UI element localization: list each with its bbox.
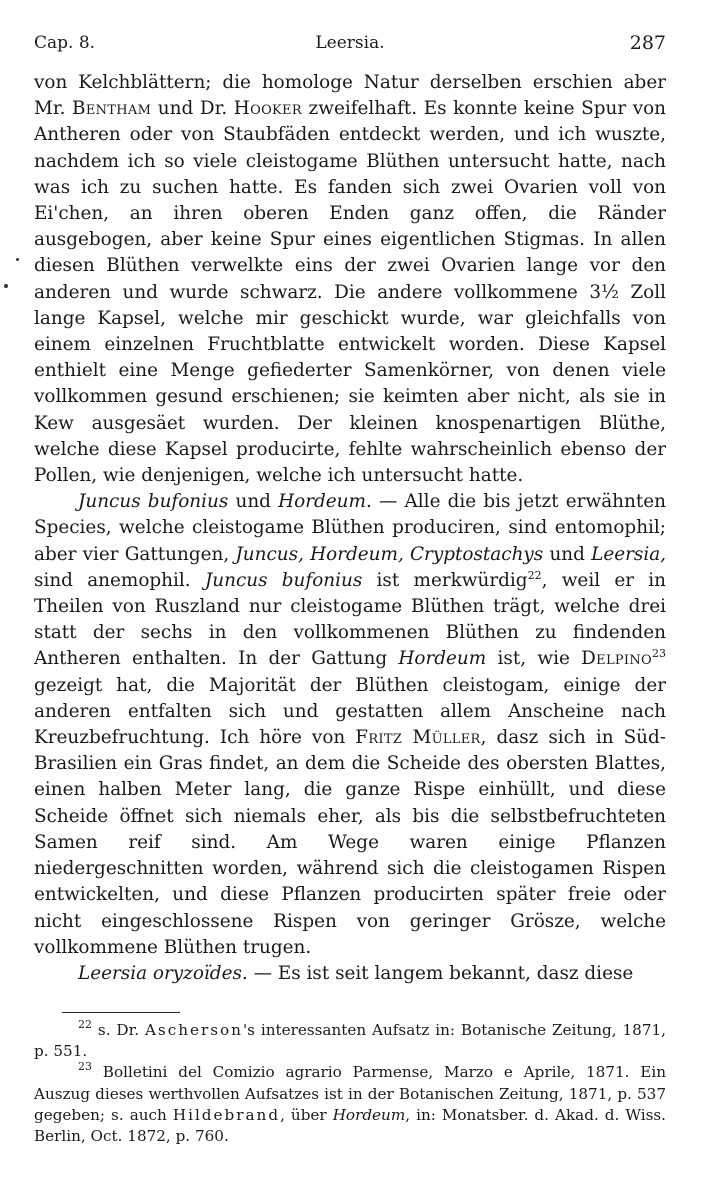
chapter-label: Cap. 8. <box>34 33 96 53</box>
running-title: Leersia. <box>315 33 385 53</box>
author-name: Bentham <box>72 98 152 120</box>
footnote-22: $^{22}$ s. Dr. Ascherson's interessanten Aufsatz in: Botanische Zeitung, 1871, p. 551. <box>34 1018 666 1061</box>
section-title: Hordeum. <box>278 491 372 513</box>
footnote-number: 22 <box>78 1018 92 1031</box>
footnote-number: 23 <box>78 1060 92 1074</box>
footnote-ref[interactable]: 23 <box>652 647 666 661</box>
section-title: Juncus bufonius <box>78 491 229 513</box>
footnotes <box>34 1020 666 1147</box>
paragraph-juncus-hordeum: Juncus bufonius und Hordeum. — Alle die bis jetzt erwähnten Species, welche cleistogame Blüthen produciren, sind entomophil; aber vier Gattungen, Juncus, Hordeum, Cryptostachys und Leersia, sind anemophil. Juncus bufonius ist merkwürdig$^{22}$, weil er in Theilen von Ruszland nur cleistogame Blüthen trägt, welche drei statt der sechs in den vollkommenen Blüthen zu findenden Antheren enthalten. In der Gattung Hordeum ist, wie Delpino$^{23}$ gezeigt hat, die Majorität der Blüthen cleistogam, einige der anderen entfalten sich und gestatten allem Anscheine nach Kreuzbefruchtung. Ich höre von Fritz Müller, dasz sich in Süd-Brasilien ein Gras findet, an dem die Scheide des obersten Blattes, einen halben Meter lang, die ganze Rispe einhüllt, und diese Scheide öffnet sich niemals eher, als bis die selbstbefruchteten Samen reif sind. Am Wege waren einige Pflanzen niedergeschnitten worden, während sich die cleistogamen Rispen entwickelten, und diese Pflanzen producirten später freie oder nicht eingeschlossene Rispen von geringer Grösze, welche vollkommene Blüthen trugen. <box>34 491 667 958</box>
footnote-23: $^{23}$ Bolletini del Comizio agrario Parmense, Marzo e Aprile, 1871. Ein Auszug dieses werthvollen Aufsatzes ist in der Botanischen Zeitung, 1871, p. 537 gegeben; s. auch Hildebrand, über Hordeum, in: Monatsber. d. Akad. d. Wiss. Berlin, Oct. 1872, p. 760. <box>34 1060 666 1146</box>
author-name: Fritz Müller <box>355 727 481 749</box>
paragraph-leersia: Leersia oryzoïdes. — Es ist seit langem bekannt, dasz diese <box>78 962 634 984</box>
main-text <box>34 70 666 987</box>
fraction: 3½ <box>589 281 619 303</box>
author-name: Hildebrand <box>172 1105 281 1124</box>
margin-dot <box>16 258 19 261</box>
author-name: Ascherson <box>144 1021 243 1039</box>
author-name: Hooker <box>233 98 302 120</box>
margin-dot <box>4 284 8 288</box>
running-header <box>34 31 666 55</box>
footnote-ref[interactable]: 22 <box>527 568 542 582</box>
footnote-divider <box>62 1012 180 1013</box>
section-title: Leersia oryzoïdes. <box>78 962 248 984</box>
paragraph-continuation: von Kelchblättern; die homologe Natur derselben erschien aber Mr. Bentham und Dr. Hooker zweifelhaft. Es konnte keine Spur von Antheren oder von Staubfäden entdeckt werden, und ich wuszte, nachdem ich so viele cleistogame Blüthen untersucht hatte, nach was ich zu suchen hatte. Es fanden sich zwei Ovarien voll von Ei'chen, an ihren oberen Enden ganz offen, die Ränder ausgebogen, aber keine Spur eines eigentlichen Stigmas. In allen diesen Blüthen verwelkte eins der zwei Ovarien lange vor den anderen und wurde schwarz. Die andere vollkommene 3½ Zoll lange Kapsel, welche mir geschickt wurde, war gleichfalls von einem einzelnen Fruchtblatte entwickelt worden. Diese Kapsel enthielt eine Menge gefiederter Samenkörner, von denen viele vollkommen gesund erschienen; sie keimten aber nicht, als sie in Kew ausgesäet wurden. Der kleinen knospenartigen Blüthe, welche diese Kapsel producirte, fehlte wahrscheinlich ebenso der Pollen, wie denjenigen, welche ich untersucht hatte. <box>34 72 667 487</box>
page-number: 287 <box>629 32 666 54</box>
author-name: Delpino <box>581 648 652 670</box>
